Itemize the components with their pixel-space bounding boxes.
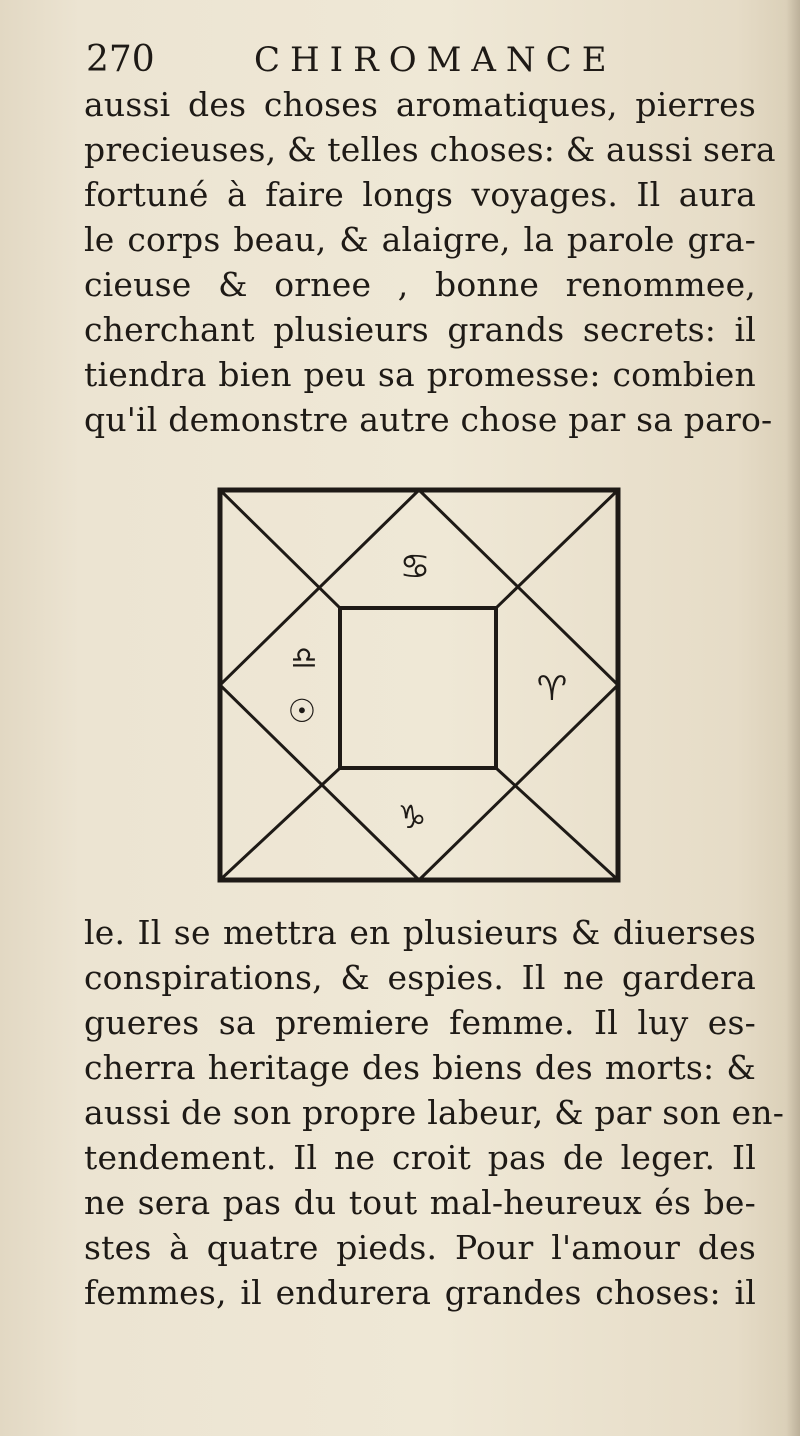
text-line: cherchant plusieurs grands secrets: il xyxy=(84,310,756,349)
horoscope-diagram xyxy=(212,480,626,888)
text-line: ne sera pas du tout mal-heureux és be- xyxy=(84,1183,756,1222)
text-line: tendement. Il ne croit pas de leger. Il xyxy=(84,1138,756,1177)
text-line: aussi des choses aromatiques, pierres xyxy=(84,85,756,124)
page-number: 270 xyxy=(86,39,155,80)
text-line: cieuse & ornee , bonne renommee, xyxy=(84,265,756,304)
diagonal-line xyxy=(496,490,618,608)
text-line: le corps beau, & alaigre, la parole gra- xyxy=(84,220,756,259)
text-line: femmes, il endurera grandes choses: il xyxy=(84,1273,756,1312)
running-title: CHIROMANCE xyxy=(254,40,617,80)
text-line: gueres sa premiere femme. Il luy es- xyxy=(84,1003,756,1042)
text-line: tiendra bien peu sa promesse: combien xyxy=(84,355,756,394)
inner-square xyxy=(340,608,496,768)
text-line: stes à quatre pieds. Pour l'amour des xyxy=(84,1228,756,1267)
text-line: cherra heritage des biens des morts: & xyxy=(84,1048,756,1087)
aries-sign: ♈ xyxy=(536,669,568,709)
text-line: le. Il se mettra en plusieurs & diuerses xyxy=(84,913,756,952)
sun-sign: ☉ xyxy=(287,692,317,730)
text-line: fortuné à faire longs voyages. Il aura xyxy=(84,175,756,214)
text-line: conspirations, & espies. Il ne gardera xyxy=(84,958,756,997)
capricorn-sign: ♑ xyxy=(397,798,427,836)
diagonal-line xyxy=(220,490,340,608)
text-block-top xyxy=(84,82,776,442)
text-block-bottom xyxy=(84,910,785,1315)
page-header xyxy=(86,36,766,84)
text-line: aussi de son propre labeur, & par son en- xyxy=(84,1093,785,1132)
horoscope-chart xyxy=(212,480,626,888)
libra-sign: ♎ xyxy=(290,641,318,676)
text-line: precieuses, & telles choses: & aussi sera xyxy=(84,130,776,169)
text-line: qu'il demonstre autre chose par sa paro- xyxy=(84,400,773,439)
page-edge-shadow xyxy=(786,0,800,1436)
cancer-sign: ♋ xyxy=(399,547,431,587)
